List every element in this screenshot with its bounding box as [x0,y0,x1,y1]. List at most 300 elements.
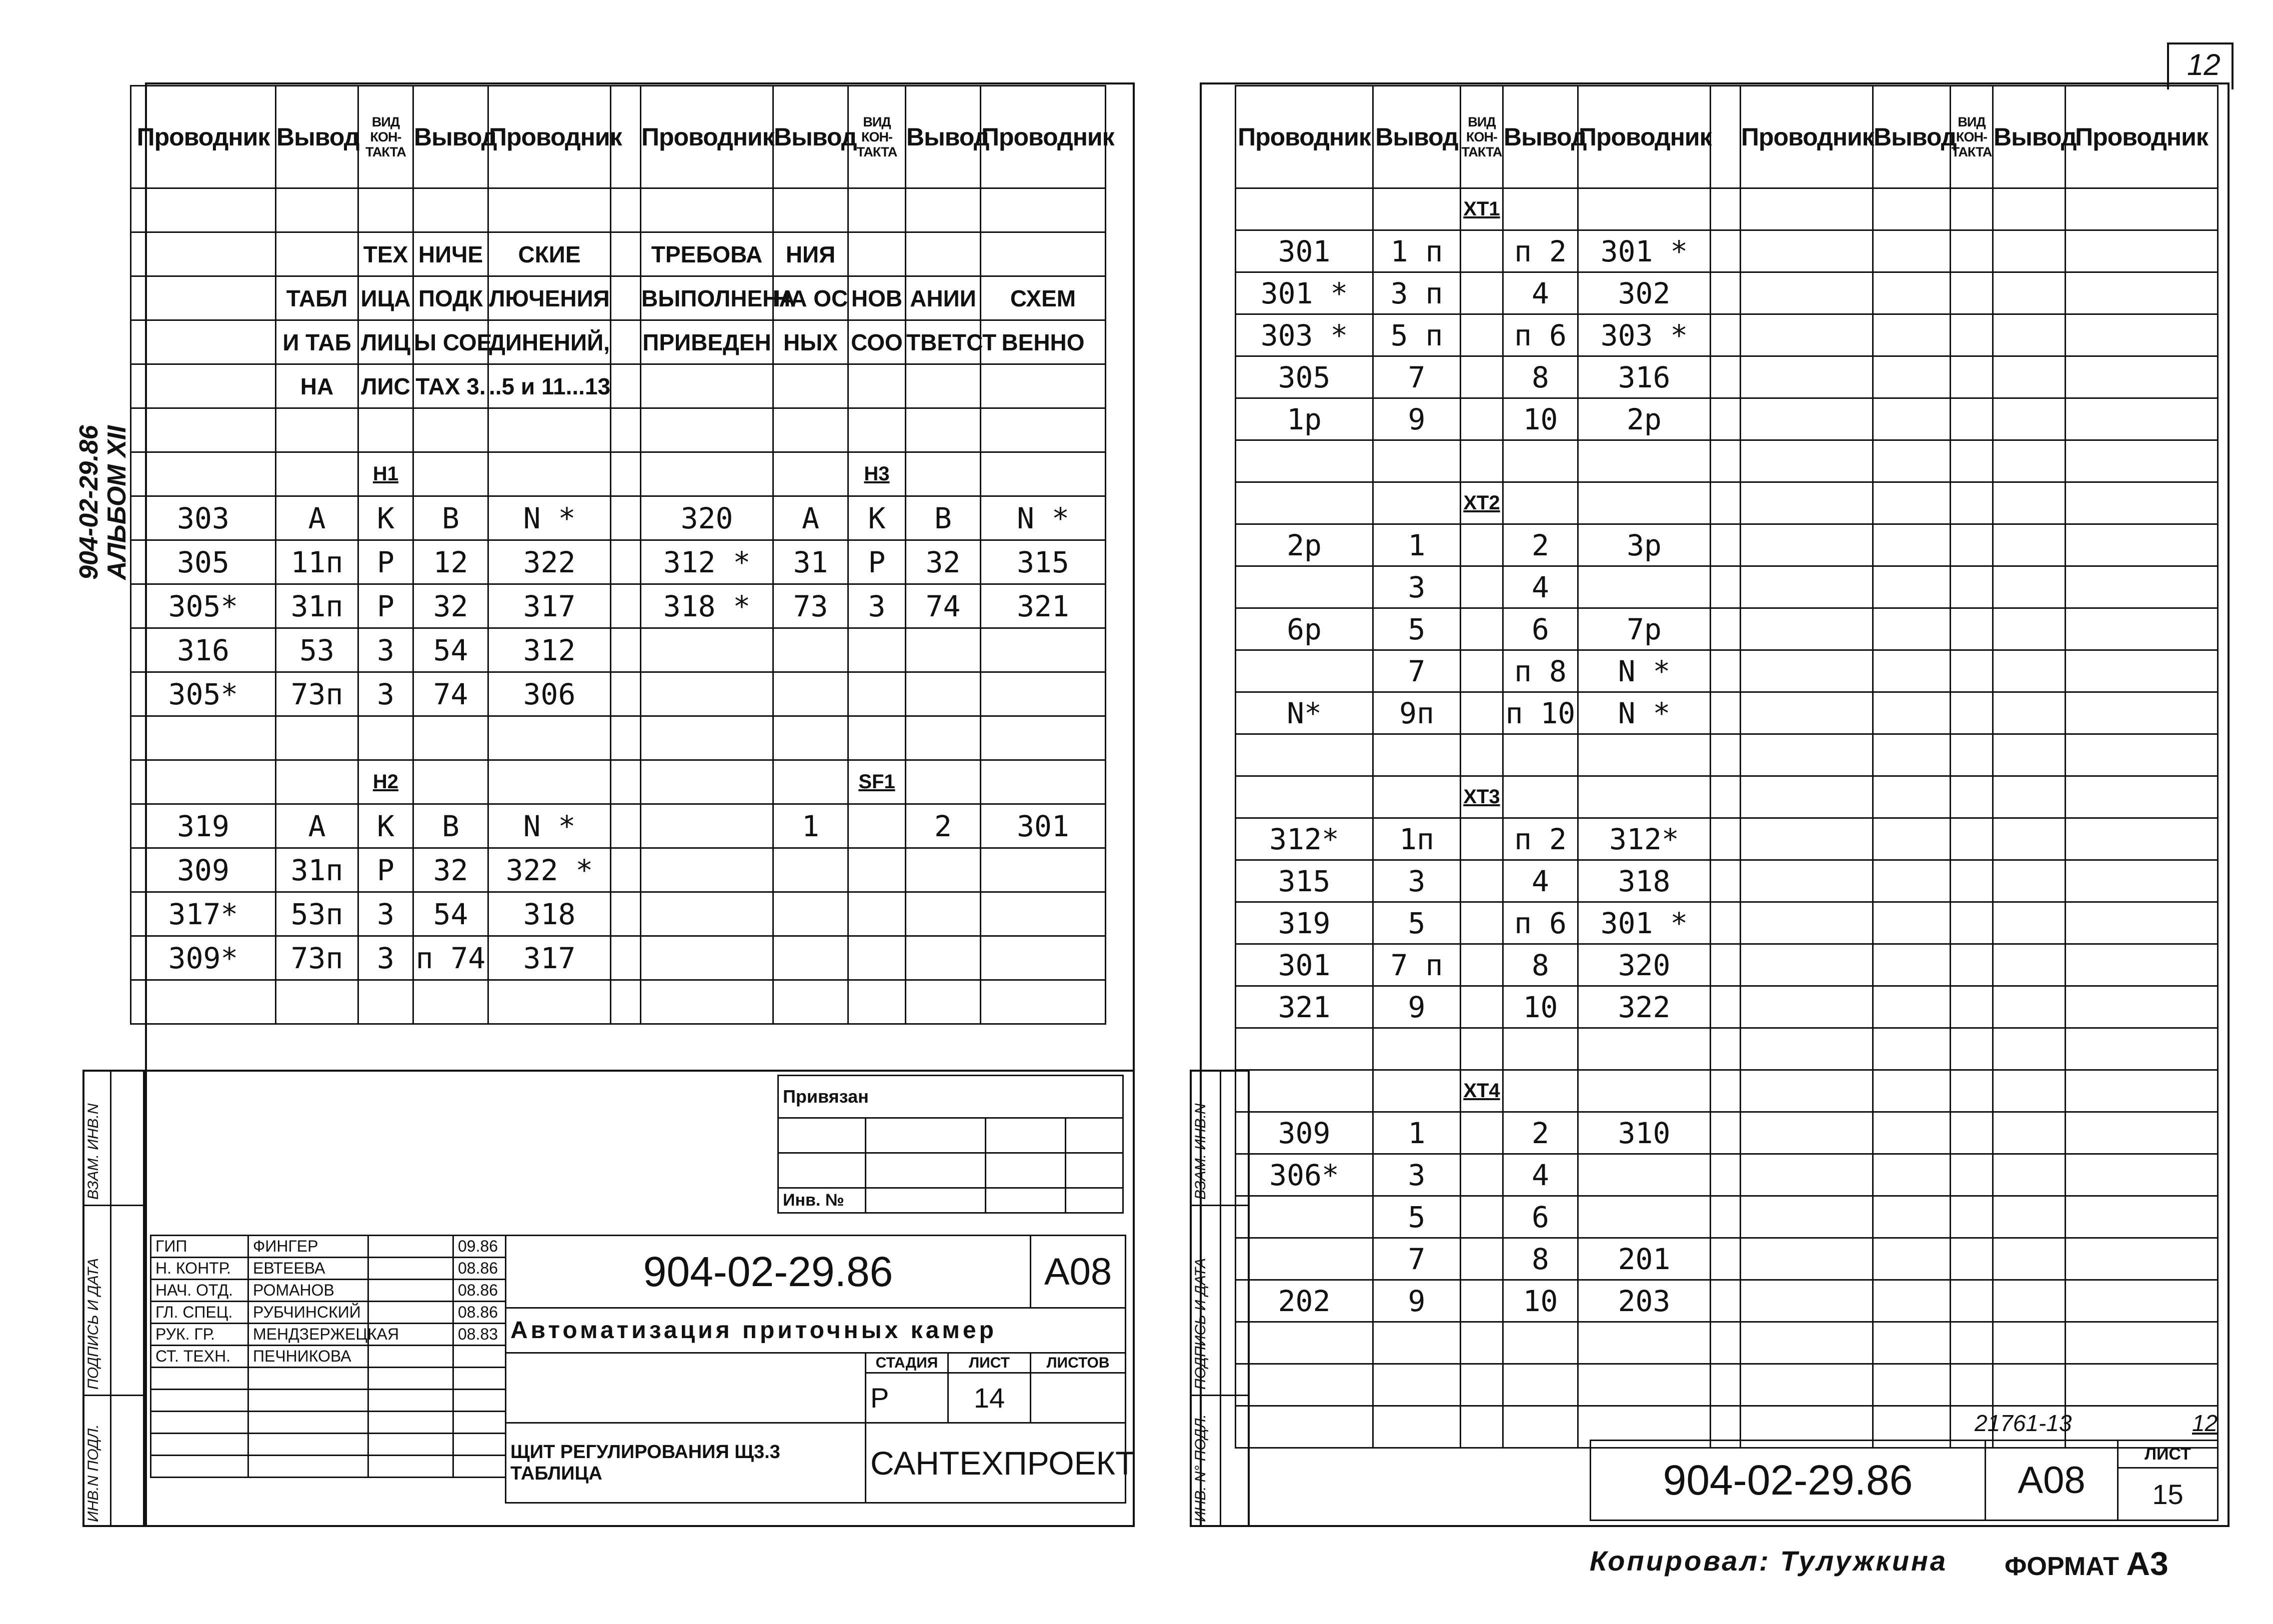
approval-cell [248,1368,368,1390]
column-gap [1711,692,1741,734]
approval-cell [248,1434,368,1456]
table-cell [1993,692,2066,734]
table-cell: п 10 [1503,692,1578,734]
side-album-label: 904-02-29.86 АЛЬБОМ XII [74,425,131,580]
table-row [131,892,1106,936]
table-cell [2066,1238,2218,1280]
table-cell [276,980,358,1024]
approval-date [453,1346,506,1368]
side-strip-divider [82,1395,145,1396]
table-cell: 301 [1236,944,1373,986]
column-gap [1711,776,1741,818]
table-cell: ТЕХ [358,232,413,276]
table-cell [1993,188,2066,230]
sheet-value: 14 [948,1373,1031,1423]
table-cell: 1р [1236,398,1373,440]
table-cell: 301 * [1578,902,1711,944]
table-cell [1951,776,1993,818]
table-cell [1461,734,1503,776]
subtitle-line1: ЩИТ РЕГУЛИРОВАНИЯ Щ3.3 [510,1441,780,1463]
table-cell [981,848,1106,892]
table-cell: ДИНЕНИЙ, [488,320,611,364]
table-cell [413,452,488,496]
table-cell: 1 п [1373,230,1461,272]
table-cell [276,452,358,496]
table-cell [488,452,611,496]
device-label: XT4 [1461,1070,1503,1112]
table-cell [1993,902,2066,944]
table-cell [1578,776,1711,818]
column-gap [611,936,641,980]
table-cell: В [413,804,488,848]
table-cell: п 2 [1503,818,1578,860]
table-cell: N * [1578,692,1711,734]
table-cell [641,804,773,848]
table-cell: К [358,804,413,848]
table-cell: 312* [1578,818,1711,860]
table-cell [1236,1322,1373,1364]
format-value: А3 [2126,1545,2169,1582]
table-cell: 3 [1373,566,1461,608]
column-gap [1711,356,1741,398]
approval-cell [453,1456,506,1478]
table-cell: 202 [1236,1280,1373,1322]
doc-title: Автоматизация приточных камер [506,1308,1126,1353]
approval-cell [368,1390,453,1412]
table-cell: 3 [1373,860,1461,902]
table-cell: 5 [1373,902,1461,944]
table-cell [1741,482,1873,524]
table-cell [1951,1238,1993,1280]
table-cell [2066,692,2218,734]
table-cell [1741,608,1873,650]
table-cell [1873,650,1951,692]
table-cell: 303 * [1578,314,1711,356]
approval-cell [151,1456,248,1478]
header-output: Вывод [1503,86,1578,188]
table-cell [1461,272,1503,314]
table-cell [1503,1322,1578,1364]
table-cell: 305* [131,672,276,716]
subtitle-line2: ТАБЛИЦА [510,1463,602,1484]
table-cell [1993,440,2066,482]
table-cell [1741,272,1873,314]
approval-cell [151,1390,248,1412]
table-cell: п 74 [413,936,488,980]
table-cell: 54 [413,892,488,936]
table-cell [906,980,981,1024]
table-cell [848,804,906,848]
column-gap [611,584,641,628]
table-cell: N * [981,496,1106,540]
table-cell: В [413,496,488,540]
table-cell [2066,860,2218,902]
table-cell [2066,1154,2218,1196]
table-cell [131,760,276,804]
header-output: Вывод [773,86,848,188]
table-cell: 1 [1373,1112,1461,1154]
table-cell: 5 [1373,1196,1461,1238]
table-cell [1236,1070,1373,1112]
column-gap [1711,230,1741,272]
table-cell [981,936,1106,980]
table-cell [1873,1196,1951,1238]
column-gap [611,364,641,408]
table-row [131,540,1106,584]
table-row [131,584,1106,628]
device-label: SF1 [848,760,906,804]
table-cell [1873,692,1951,734]
table-cell: 306* [1236,1154,1373,1196]
table-cell [1578,1322,1711,1364]
table-cell [1461,1154,1503,1196]
table-cell [1741,650,1873,692]
table-cell [773,848,848,892]
table-cell [358,408,413,452]
table-cell [488,716,611,760]
column-gap [1711,524,1741,566]
table-cell [981,232,1106,276]
table-cell [1741,734,1873,776]
table-cell: 312 * [641,540,773,584]
title-block [505,1235,1136,1504]
left-connection-table [130,85,1114,1025]
table-row [131,496,1106,540]
table-cell [641,716,773,760]
page-mark: 12 [2192,1410,2218,1436]
table-cell [2066,440,2218,482]
table-cell: 32 [413,848,488,892]
column-gap [611,672,641,716]
table-cell [1578,566,1711,608]
column-gap [1711,1322,1741,1364]
table-cell: 315 [1236,860,1373,902]
device-label: XT3 [1461,776,1503,818]
device-label: Н2 [358,760,413,804]
table-cell [1951,482,1993,524]
table-cell [131,980,276,1024]
note-row [131,320,1106,364]
table-cell [981,980,1106,1024]
table-cell [1461,692,1503,734]
table-row [131,188,1106,232]
table-cell: ВЫПОЛНЕНА [641,276,773,320]
right-sheet-label: ЛИСТ [2118,1441,2218,1468]
format-label [2005,1545,2169,1583]
header-output: Вывод [1993,86,2066,188]
table-cell [1461,986,1503,1028]
approval-role: ГЛ. СПЕЦ. [151,1302,248,1324]
table-cell [413,716,488,760]
device-row [131,760,1106,804]
approval-name: РУБЧИНСКИЙ [248,1302,368,1324]
header-contact-type: ВИД КОН-ТАКТА [1461,86,1503,188]
table-cell [641,936,773,980]
table-cell [1951,902,1993,944]
table-cell: 312 [488,628,611,672]
table-cell [906,716,981,760]
table-cell: ПОДК [413,276,488,320]
table-cell [1461,524,1503,566]
table-row [1236,1322,2218,1364]
table-cell [1951,356,1993,398]
table-cell [1236,566,1373,608]
approval-row [151,1324,506,1346]
table-cell [773,672,848,716]
table-cell [1993,986,2066,1028]
table-cell [1993,524,2066,566]
table-cell [1461,818,1503,860]
table-cell [906,672,981,716]
table-cell [1993,1196,2066,1238]
header-conductor: Проводник [2066,86,2218,188]
table-cell [1993,482,2066,524]
table-row [1236,818,2218,860]
table-cell [906,452,981,496]
table-cell [1993,398,2066,440]
org-name: САНТЕХПРОЕКТ [866,1423,1126,1503]
sheet-label: ЛИСТ [948,1353,1031,1373]
table-cell [2066,1196,2218,1238]
device-row [1236,482,2218,524]
table-cell: 12 [413,540,488,584]
table-cell [641,188,773,232]
table-cell: 2р [1236,524,1373,566]
table-cell [1741,188,1873,230]
column-gap [1711,398,1741,440]
table-cell: 301 [1236,230,1373,272]
header-contact-type: ВИД КОН-ТАКТА [358,86,413,188]
column-gap [611,320,641,364]
approval-signature [368,1258,453,1280]
table-cell: 320 [1578,944,1711,986]
approvals-table [150,1235,506,1478]
table-cell [1951,1280,1993,1322]
approval-cell [368,1434,453,1456]
table-cell: А [276,804,358,848]
table-cell: З [358,936,413,980]
table-cell: п 6 [1503,314,1578,356]
table-cell [1993,650,2066,692]
table-row [1236,986,2218,1028]
table-cell [1951,944,1993,986]
approval-row [151,1368,506,1390]
table-cell: 305* [131,584,276,628]
table-cell [1951,650,1993,692]
column-gap [1711,734,1741,776]
table-cell: НИЧЕ [413,232,488,276]
sheets-value [1031,1373,1126,1423]
table-cell [981,760,1106,804]
table-cell: 309 [131,848,276,892]
stage-value: Р [866,1373,948,1423]
approval-row [151,1302,506,1324]
table-cell: 9 [1373,1280,1461,1322]
header-conductor: Проводник [131,86,276,188]
table-cell [1461,356,1503,398]
column-gap [611,232,641,276]
table-cell: 318 [1578,860,1711,902]
table-cell [1993,566,2066,608]
table-cell [981,188,1106,232]
table-cell: 301 [981,804,1106,848]
device-label: XT2 [1461,482,1503,524]
column-gap [1711,1238,1741,1280]
table-cell [1461,440,1503,482]
side-cell-inv: ИНВ.N ПОДЛ. [85,1424,101,1522]
approval-cell [151,1412,248,1434]
approval-cell [453,1412,506,1434]
column-gap [611,980,641,1024]
table-cell [1236,1028,1373,1070]
table-cell [848,408,906,452]
table-cell: 318 * [641,584,773,628]
table-cell: 315 [981,540,1106,584]
table-cell [981,364,1106,408]
table-cell [1873,566,1951,608]
table-cell [1741,1238,1873,1280]
table-row [1236,524,2218,566]
table-cell: 319 [1236,902,1373,944]
table-cell: 32 [906,540,981,584]
table-cell [848,980,906,1024]
column-gap [1711,314,1741,356]
table-cell [641,892,773,936]
privyazan-cell [986,1153,1066,1188]
table-cell [1741,398,1873,440]
column-gap [1711,272,1741,314]
table-cell: НЫХ [773,320,848,364]
table-cell: ТАБЛ [276,276,358,320]
table-row [1236,902,2218,944]
table-cell [1578,482,1711,524]
table-cell [1873,776,1951,818]
table-cell: N * [488,496,611,540]
table-cell [1461,1196,1503,1238]
table-cell [1993,608,2066,650]
privyazan-cell [986,1118,1066,1153]
note-row [131,276,1106,320]
table-cell [2066,272,2218,314]
table-cell: 53 [276,628,358,672]
table-cell [131,276,276,320]
table-cell [1873,356,1951,398]
table-cell [1993,1154,2066,1196]
table-cell [1461,1238,1503,1280]
table-cell [1951,986,1993,1028]
table-cell [2066,818,2218,860]
table-cell [2066,1364,2218,1406]
table-cell [1873,1154,1951,1196]
approval-row [151,1412,506,1434]
table-cell [773,716,848,760]
table-cell: 7 п [1373,944,1461,986]
table-cell: 319 [131,804,276,848]
table-cell [1461,1280,1503,1322]
column-gap [1711,440,1741,482]
table-cell: 303 * [1236,314,1373,356]
table-cell [1741,1154,1873,1196]
table-cell [906,848,981,892]
device-row [1236,776,2218,818]
table-cell [1951,398,1993,440]
table-cell [276,760,358,804]
header-output: Вывод [276,86,358,188]
table-cell: ИЦА [358,276,413,320]
table-cell [981,452,1106,496]
table-cell: 321 [981,584,1106,628]
table-cell [131,364,276,408]
table-cell: НИЯ [773,232,848,276]
corner-number: 12 [2187,48,2221,81]
table-cell [2066,566,2218,608]
table-cell: 31п [276,584,358,628]
table-cell [1951,692,1993,734]
table-cell [2066,482,2218,524]
table-cell [1873,608,1951,650]
table-cell: N * [488,804,611,848]
table-cell [1503,734,1578,776]
column-gap [1711,188,1741,230]
approval-date: 09.86 [453,1236,506,1258]
table-cell [2066,524,2218,566]
table-cell [1873,398,1951,440]
column-gap [611,892,641,936]
table-cell [848,628,906,672]
table-cell [358,980,413,1024]
table-cell [131,452,276,496]
column-gap [611,452,641,496]
table-cell: 312* [1236,818,1373,860]
table-cell: СКИЕ [488,232,611,276]
table-cell [1461,650,1503,692]
privyazan-cell [866,1188,986,1213]
table-cell: НА [276,364,358,408]
table-cell [1461,1406,1503,1448]
table-cell [1578,734,1711,776]
table-row [1236,1238,2218,1280]
table-cell [1741,860,1873,902]
table-cell: п 6 [1503,902,1578,944]
table-row [1236,230,2218,272]
approval-signature [368,1346,453,1368]
right-album-code: А08 [1986,1441,2118,1521]
stage-label: СТАДИЯ [866,1353,948,1373]
table-cell: СОО [848,320,906,364]
table-cell [848,892,906,936]
table-cell [848,188,906,232]
table-cell [773,936,848,980]
table-cell [1873,524,1951,566]
side-cell-sign: ПОДПИСЬ И ДАТА [85,1258,101,1390]
table-cell: 321 [1236,986,1373,1028]
column-gap [1711,608,1741,650]
table-cell [773,408,848,452]
column-gap [611,540,641,584]
table-cell: 317 [488,584,611,628]
table-cell: 53п [276,892,358,936]
approval-date: 08.86 [453,1258,506,1280]
table-cell [1993,1070,2066,1112]
approval-row [151,1434,506,1456]
table-cell [276,408,358,452]
table-cell: 310 [1578,1112,1711,1154]
table-cell [1236,650,1373,692]
table-cell [276,232,358,276]
column-gap [1711,860,1741,902]
album-code: А08 [1031,1236,1126,1308]
column-gap [1711,650,1741,692]
